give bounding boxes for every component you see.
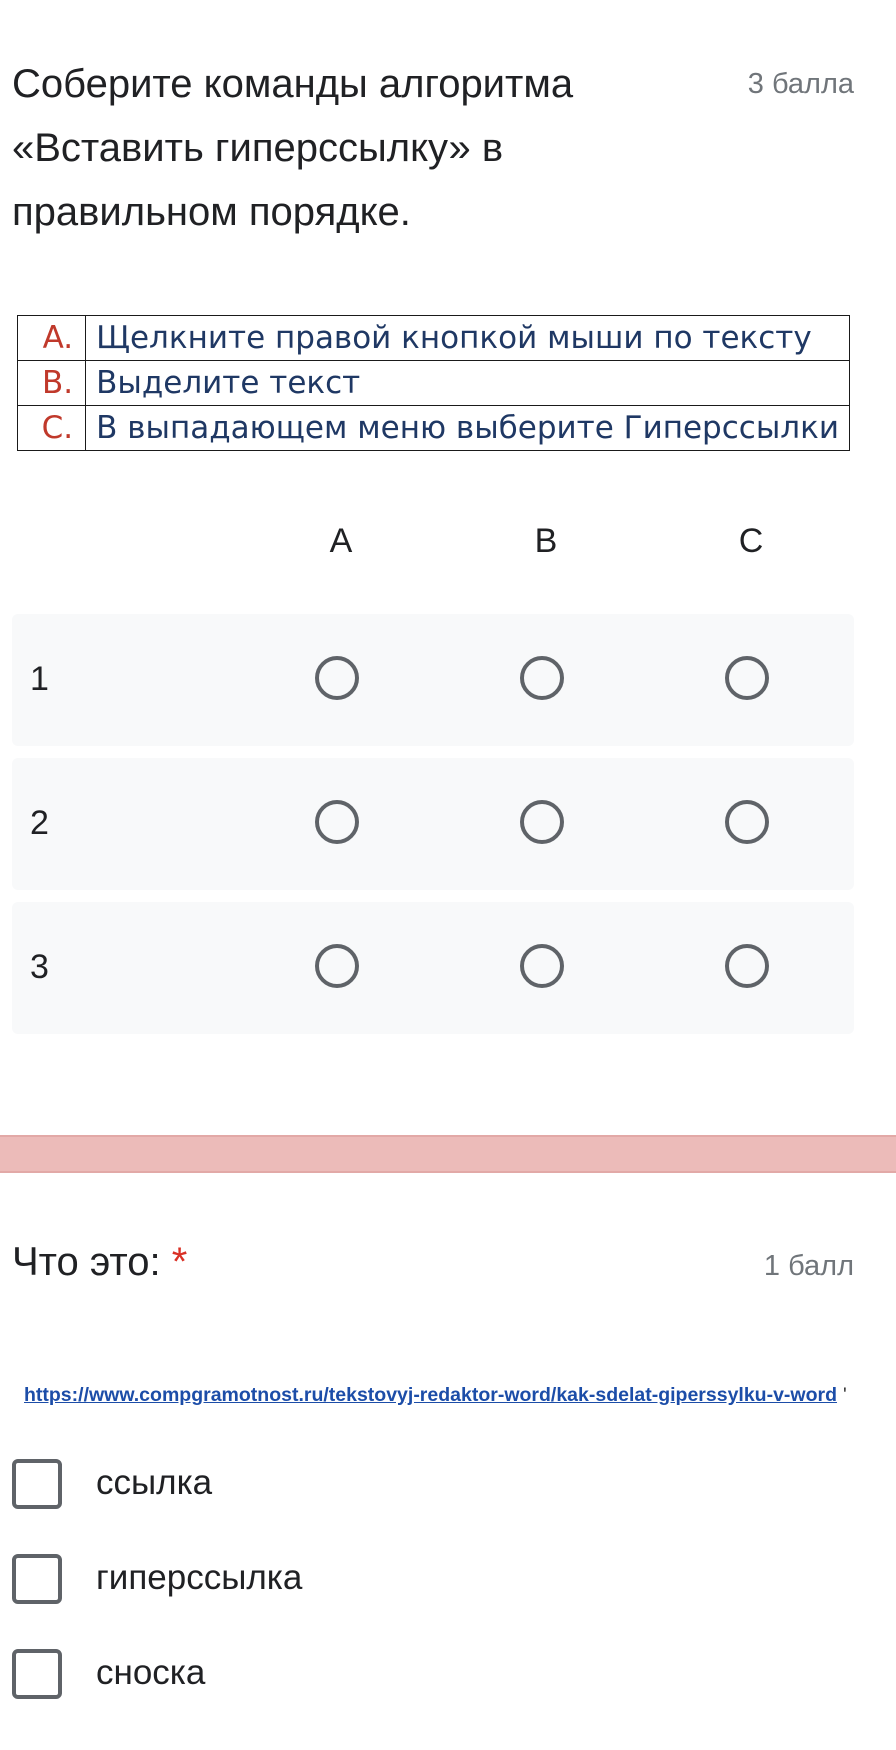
radio-row3-c[interactable]: [725, 944, 769, 988]
image-table-row: [18, 406, 850, 451]
radio-row1-a[interactable]: [315, 656, 359, 700]
grid-row-label: 3: [30, 948, 49, 986]
grid-row-label: 2: [30, 804, 49, 842]
checkbox-label: сноска: [96, 1653, 206, 1692]
checkbox[interactable]: [12, 1459, 62, 1509]
grid-row-1: [12, 614, 854, 746]
checkbox[interactable]: [12, 1554, 62, 1604]
radio-row1-b[interactable]: [520, 656, 564, 700]
radio-row2-b[interactable]: [520, 800, 564, 844]
radio-row2-c[interactable]: [725, 800, 769, 844]
image-table-letter: C.: [18, 406, 86, 451]
checkbox[interactable]: [12, 1649, 62, 1699]
image-table-letter: A.: [18, 316, 86, 361]
image-table-text: В выпадающем меню выберите Гиперссылки: [86, 406, 850, 451]
grid-row-2: [12, 758, 854, 890]
question-image-link: [24, 1384, 847, 1407]
question-points: 3 балла: [747, 68, 854, 100]
question-title: Соберите команды алгоритма «Вставить гиперссылку» в правильном порядке.: [12, 62, 574, 234]
grid-column-header-b: B: [534, 522, 558, 560]
grid-column-header-c: C: [738, 522, 764, 560]
question-title-text: Что это:: [12, 1240, 161, 1284]
question-image-table: [17, 315, 850, 451]
grid-column-header-a: A: [329, 522, 353, 560]
grid-row-label: 1: [30, 660, 49, 698]
checkbox-label: ссылка: [96, 1463, 213, 1502]
image-table-text: Выделите текст: [86, 361, 850, 406]
hyperlink[interactable]: https://www.compgramotnost.ru/tekstovyj-redaktor-word/kak-sdelat-giperssylku-v-word: [24, 1384, 838, 1406]
image-table-row: [18, 316, 850, 361]
radio-row2-a[interactable]: [315, 800, 359, 844]
image-table-letter: B.: [18, 361, 86, 406]
section-divider: [0, 1135, 896, 1173]
radio-row3-a[interactable]: [315, 944, 359, 988]
question-points: 1 балл: [763, 1250, 854, 1282]
image-table-row: [18, 361, 850, 406]
required-asterisk: *: [171, 1240, 188, 1284]
checkbox-label: гиперссылка: [96, 1558, 303, 1597]
grid-row-3: [12, 902, 854, 1034]
link-tail-mark: ': [843, 1384, 847, 1406]
image-table-text: Щелкните правой кнопкой мыши по тексту: [86, 316, 850, 361]
question-title: [12, 1240, 187, 1285]
radio-row3-b[interactable]: [520, 944, 564, 988]
radio-row1-c[interactable]: [725, 656, 769, 700]
